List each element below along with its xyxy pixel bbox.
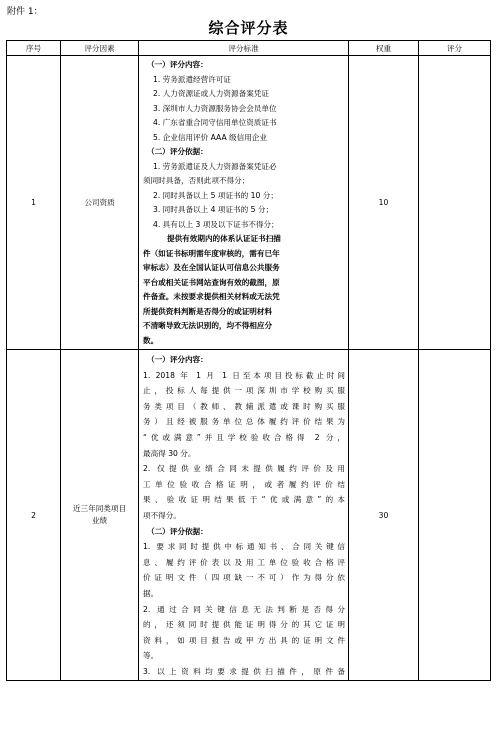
criteria-line: （一）评分内容： <box>147 355 208 364</box>
table-row <box>7 56 491 350</box>
row-no: 1 <box>7 56 61 350</box>
row-weight: 30 <box>349 350 419 681</box>
criteria-line: 2. 仅提供业绩合同未提供履约评价及用 <box>143 464 345 474</box>
criteria-line: 审标志）及在全国认证认可信息公共服务 <box>143 263 280 272</box>
row-score <box>419 56 491 350</box>
criteria-line: 不清晰导致无法识别的，均不得相应分 <box>143 321 273 330</box>
criteria-line: 工单位验收合格证明，或者履约评价结 <box>143 479 345 489</box>
criteria-line: “优或满意”并且学校验收合格得 2 分， <box>143 432 345 442</box>
criteria-line: 据。 <box>143 588 159 598</box>
criteria-line: （二）评分依据： <box>147 526 208 536</box>
criteria-line: 的，还须同时提供能证明得分的其它证明 <box>143 620 345 630</box>
criteria-line: 等。 <box>143 651 159 661</box>
header-weight: 权重 <box>349 41 419 56</box>
row-criteria <box>139 56 349 350</box>
row-criteria <box>139 350 349 681</box>
header-no: 序号 <box>7 41 61 56</box>
attachment-label: 附件 1： <box>7 7 43 17</box>
criteria-line: （二）评分依据： <box>147 147 208 156</box>
criteria-line: 2. 同时具备以上 5 项证书的 10 分； <box>153 190 278 200</box>
row-factor: 公司资质 <box>61 56 139 350</box>
criteria-line: 件（如证书标明需年度审核的，需有已年 <box>143 248 280 258</box>
header-score: 评分 <box>419 41 491 56</box>
criteria-line: 1. 劳务派遣经营许可证 <box>153 74 232 84</box>
criteria-line: 2. 通过合同关键信息无法判断是否得分 <box>143 604 345 614</box>
row-factor: 近三年同类项目业绩 <box>61 350 139 681</box>
criteria-line: 1. 2018 年 1 月 1 日至本项目投标截止时间 <box>143 370 345 380</box>
criteria-line: 5. 企业信用评价 AAA 级信用企业 <box>153 132 268 142</box>
criteria-line: 果、验收证明结果低于“优或满意”的本 <box>143 495 345 505</box>
criteria-line: 3. 同时具备以上 4 项证书的 5 分； <box>153 205 274 214</box>
criteria-line: 件备查。未按要求提供相关材料或无法凭 <box>143 292 280 301</box>
row-weight: 10 <box>349 56 419 350</box>
header-factor: 评分因素 <box>61 41 139 56</box>
criteria-line: （一）评分内容： <box>147 60 208 69</box>
criteria-line: 平台或相关证书网站查询有效的截图，原 <box>143 277 280 287</box>
criteria-line: 1. 劳务派遣证及人力资源备案凭证必 <box>153 161 277 171</box>
criteria-line: 最高得 30 分。 <box>143 448 196 458</box>
criteria-line: 数。 <box>143 335 159 345</box>
criteria-line: 务类项目（教师、教辅派遣或课时购买服 <box>143 401 345 411</box>
criteria-line: 项不得分。 <box>143 510 181 520</box>
document-title: 综合评分表 <box>208 19 289 37</box>
row-score <box>419 350 491 681</box>
criteria-line: 3. 深圳市人力资源服务协会会员单位 <box>153 103 277 113</box>
criteria-line: 提供有效期内的体系认证证书扫描 <box>167 234 281 243</box>
criteria-line: 所提供资料判断是否得分的或证明材料 <box>143 306 273 316</box>
scoring-table <box>6 40 491 681</box>
criteria-line: 2. 人力资源证或人力资源备案凭证 <box>153 89 269 98</box>
header-row <box>7 41 491 56</box>
table-row <box>7 350 491 681</box>
criteria-line: 须同时具备，否则此项不得分； <box>143 176 250 185</box>
criteria-line: 3. 以上资料均要求提供扫描件，原件备 <box>143 666 345 676</box>
criteria-line: 务）且经被服务单位总体履约评价结果为 <box>143 417 345 427</box>
criteria-line: 价证明文件（四项缺一不可）作为得分依 <box>143 573 345 583</box>
header-criteria: 评分标准 <box>139 41 349 56</box>
criteria-line: 1. 要求同时提供中标通知书、合同关键信 <box>143 542 345 552</box>
criteria-line: 4. 广东省重合同守信用单位资质证书 <box>153 118 277 127</box>
row-no: 2 <box>7 350 61 681</box>
criteria-line: 资料，如项目报告或甲方出具的证明文件 <box>143 635 345 645</box>
criteria-line: 止，投标人每提供一项深圳市学校购买服 <box>143 386 345 396</box>
criteria-line: 息、履约评价表以及用工单位验收合格评 <box>143 557 345 567</box>
criteria-line: 4. 具有以上 3 项及以下证书不得分； <box>153 219 279 229</box>
